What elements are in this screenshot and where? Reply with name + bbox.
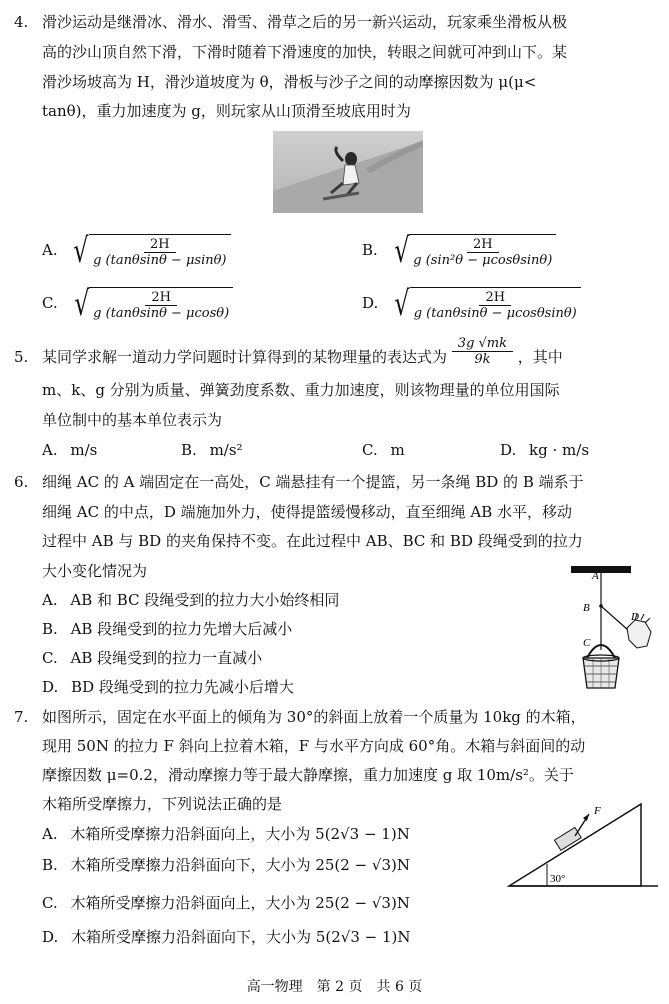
q4-a-num: 2H [144, 237, 176, 253]
q6-line-4: 大小变化情况为 [42, 562, 148, 580]
sqrt-icon: √ [73, 231, 89, 271]
q6-option-c[interactable] [42, 648, 262, 668]
q7-option-b-label: B. [42, 856, 58, 874]
q5-option-c-text: m [390, 441, 405, 459]
q7-line-4: 木箱所受摩擦力，下列说法正确的是 [42, 795, 283, 813]
q6-fig-label-c: C [583, 637, 591, 649]
q6-option-b-text: AB 段绳受到的拉力先增大后减小 [70, 620, 293, 638]
q5-option-d[interactable] [500, 440, 589, 460]
q4-c-num: 2H [145, 290, 177, 306]
q4-a-den: g (tanθsinθ − μsinθ) [93, 253, 227, 268]
q7-line-2: 现用 50N 的拉力 F 斜向上拉着木箱，F 与水平方向成 60°角。木箱与斜面间的动 [42, 737, 586, 755]
q5-expr-num: 3g √mk [452, 336, 513, 352]
q5-option-c[interactable] [362, 440, 405, 460]
q4-option-c[interactable] [42, 284, 233, 324]
q4-option-a-label: A. [42, 241, 58, 259]
q6-option-d-label: D. [42, 678, 59, 696]
q5-number: 5. [14, 348, 29, 366]
q4-b-den: g (sin²θ − μcosθsinθ) [413, 253, 553, 268]
sqrt-icon: √ [393, 231, 409, 271]
q6-number: 6. [14, 473, 29, 491]
q4-line-2: 高的沙山顶自然下滑，下滑时随着下滑速度的加快，转眼之间就可冲到山下。某 [42, 43, 568, 61]
q7-option-b[interactable] [42, 855, 410, 875]
q4-option-b-label: B. [362, 241, 378, 259]
q5-option-d-text: kg · m/s [529, 441, 590, 459]
q7-fig-label-force: F [594, 805, 601, 817]
q5-line-2: m、k、g 分别为质量、弹簧劲度系数、重力加速度，则该物理量的单位用国际 [42, 381, 560, 399]
q4-b-num: 2H [467, 237, 499, 253]
q7-option-d-text: 木箱所受摩擦力沿斜面向下，大小为 5(2√3 − 1)N [71, 928, 411, 946]
q6-option-a-label: A. [42, 591, 58, 609]
q7-option-c[interactable] [42, 893, 410, 913]
q5-option-b-label: B. [181, 441, 197, 459]
q6-option-c-label: C. [42, 649, 58, 667]
q6-option-b-label: B. [42, 620, 58, 638]
q6-line-2: 细绳 AC 的中点，D 端施加外力，使得提篮缓慢移动，直至细绳 AB 水平，移动 [42, 503, 573, 521]
q6-option-a[interactable] [42, 590, 339, 610]
q5-option-a[interactable] [42, 440, 97, 460]
q5-option-b[interactable] [181, 440, 243, 460]
q7-option-d-label: D. [42, 928, 59, 946]
q7-option-c-label: C. [42, 894, 58, 912]
q4-line-1: 滑沙运动是继滑冰、滑水、滑雪、滑草之后的另一新兴运动，玩家乘坐滑板从极 [42, 13, 568, 31]
sqrt-icon: √ [394, 284, 410, 324]
q7-option-d[interactable] [42, 927, 410, 947]
q7-line-1: 如图所示，固定在水平面上的倾角为 30°的斜面上放着一个质量为 10kg 的木箱， [42, 708, 586, 726]
q5-expr-den: 9k [474, 351, 491, 367]
q7-line-3: 摩擦因数 μ=0.2，滑动摩擦力等于最大静摩擦，重力加速度 g 取 10m/s²。关于 [42, 766, 574, 784]
q7-option-a[interactable] [42, 824, 410, 844]
q7-incline-figure [505, 800, 660, 890]
q5-line-1-pre: 某同学求解一道动力学问题时计算得到的某物理量的表达式为 [42, 348, 448, 366]
page-footer: 高一物理 第 2 页 共 6 页 [246, 979, 423, 995]
q6-basket-figure [565, 562, 660, 697]
q4-option-d-label: D. [362, 294, 379, 312]
q4-line-3: 滑沙场坡高为 H，滑沙道坡度为 θ，滑板与沙子之间的动摩擦因数为 μ(μ< [42, 73, 537, 91]
q4-d-den: g (tanθsinθ − μcosθsinθ) [413, 306, 577, 321]
q7-option-a-label: A. [42, 825, 58, 843]
q7-number: 7. [14, 708, 29, 726]
q4-c-den: g (tanθsinθ − μcosθ) [93, 306, 230, 321]
q4-option-b[interactable] [362, 231, 556, 271]
q7-option-b-text: 木箱所受摩擦力沿斜面向下，大小为 25(2 − √3)N [70, 856, 411, 874]
q7-option-c-text: 木箱所受摩擦力沿斜面向上，大小为 25(2 − √3)N [70, 894, 410, 912]
q6-fig-label-d: D [631, 611, 639, 623]
q6-option-d-text: BD 段绳受到的拉力先减小后增大 [71, 678, 294, 696]
q4-number: 4. [14, 13, 29, 31]
q4-option-c-label: C. [42, 294, 58, 312]
q5-option-b-text: m/s² [209, 441, 243, 459]
q7-fig-label-angle: 30° [550, 873, 566, 885]
q6-option-d[interactable] [42, 677, 294, 697]
q4-option-d[interactable] [362, 284, 581, 324]
sand-slide-photo [273, 131, 423, 213]
q7-option-a-text: 木箱所受摩擦力沿斜面向上，大小为 5(2√3 − 1)N [70, 825, 410, 843]
q5-option-d-label: D. [500, 441, 517, 459]
q5-line-3: 单位制中的基本单位表示为 [42, 411, 223, 429]
q4-d-num: 2H [479, 290, 511, 306]
q5-option-c-label: C. [362, 441, 378, 459]
q5-option-a-label: A. [42, 441, 58, 459]
q5-line-1 [42, 335, 563, 367]
sqrt-icon: √ [73, 284, 89, 324]
q5-line-1-post: ，其中 [517, 348, 563, 366]
q6-option-b[interactable] [42, 619, 292, 639]
q4-option-a[interactable] [42, 231, 231, 271]
q4-line-4: tanθ)，重力加速度为 g，则玩家从山顶滑至坡底用时为 [42, 102, 411, 120]
q6-option-c-text: AB 段绳受到的拉力一直减小 [70, 649, 263, 667]
q6-fig-label-a: A [592, 570, 599, 582]
q6-option-a-text: AB 和 BC 段绳受到的拉力大小始终相同 [70, 591, 340, 609]
q6-fig-label-b: B [583, 602, 590, 614]
q6-line-3: 过程中 AB 与 BD 的夹角保持不变。在此过程中 AB、BC 和 BD 段绳受到的拉力 [42, 532, 583, 550]
q6-line-1: 细绳 AC 的 A 端固定在一高处，C 端悬挂有一个提篮，另一条绳 BD 的 B 端系于 [42, 473, 584, 491]
q5-option-a-text: m/s [70, 441, 98, 459]
